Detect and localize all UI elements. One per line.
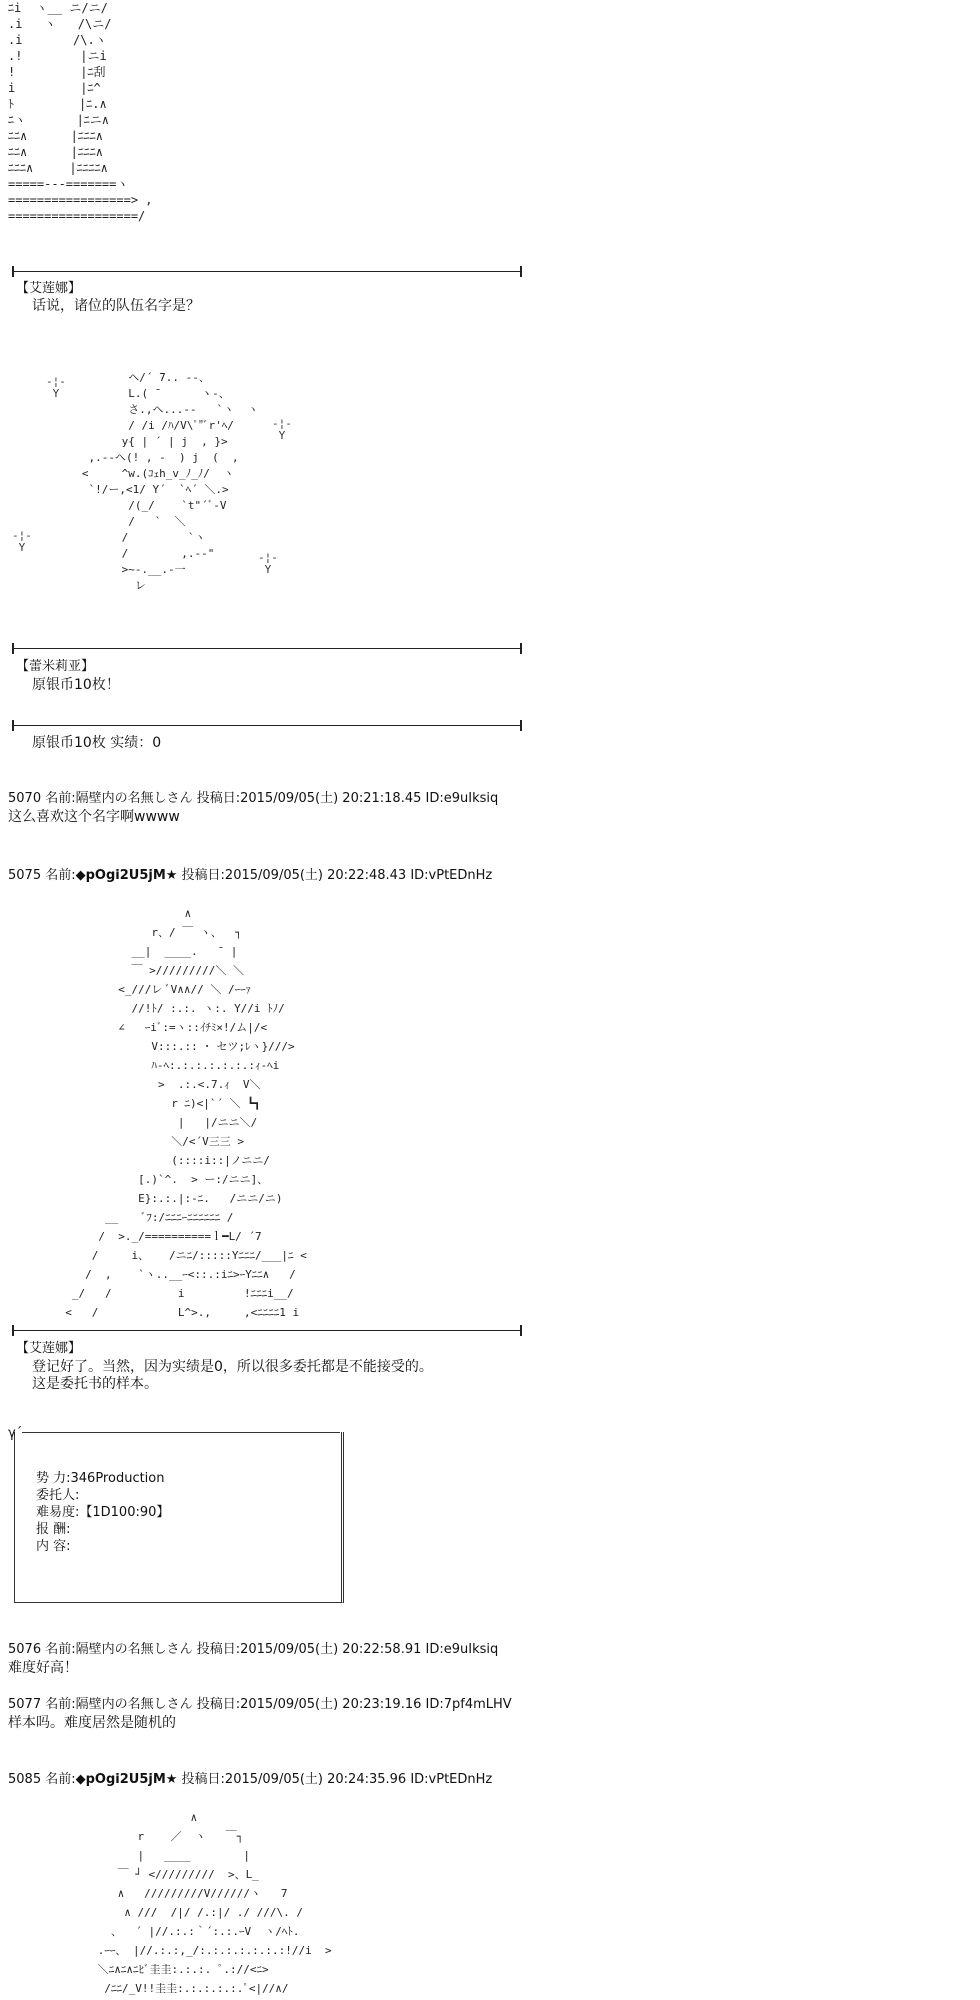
form-field-row: 难易度:【1D100:90】: [36, 1505, 170, 1520]
post-header: [8, 868, 492, 884]
divider-end-left: [12, 1325, 14, 1336]
divider-end-right: [520, 1325, 522, 1336]
divider-end-right: [520, 720, 522, 731]
poster-trip: ◆pOgi2U5jM★: [75, 1772, 178, 1787]
post-header: [8, 1772, 492, 1788]
top-ascii-art: ﾆi ヽ__ ニ/ニ/ .i ヽ /\ニ/ .i /\.ヽ .! |ニi ! |ﾆ刮 i |ﾆ^ ﾄ |ﾆ.∧ ﾆヽ |ﾆニ∧ ﾆﾆ∧ |ﾆﾆﾆ∧ ﾆﾆ∧ |ﾆﾆﾆ∧ ﾆﾆﾆ∧ |ﾆﾆﾆﾆ∧ =====---=======ヽ =================> , ==================/: [8, 1, 153, 223]
poster-trip: ◆pOgi2U5jM★: [75, 868, 178, 883]
section-divider: [12, 271, 522, 272]
section-divider: [12, 648, 522, 649]
bottom-ascii-art: ∧ r ／ ヽ ￣┐ | ____ | ￣ ┘ <///////// >、L_ ∧ /////////V//////ヽ 7 ∧ /// /|/ /.:|/ ./ ///\. / 、 ´ |//.:.:｀´:.:.ｰV ヽ/ﾍﾄ. .ｰｰ、 |//.:.:,_/:.:.:.:.:.:.:!//i > ＼ﾆ∧ﾆ∧ﾆﾋﾞ圭圭:.:.:. ﾟ.://<ﾆ> /ﾆﾆ/_V!!圭圭:.:.:.:.:.ﾟ<|//∧/: [97, 1811, 332, 1995]
post-number: 5075 名前:: [8, 868, 76, 883]
dialogue-line: 话说，诸位的队伍名字是？: [32, 298, 200, 314]
speaker-name: 【艾莲娜】: [16, 281, 82, 296]
form-field-row: 内 容:: [36, 1539, 71, 1554]
section-divider: [12, 1330, 522, 1331]
post-meta: 投稿日:2015/09/05(土) 20:22:48.43 ID:vPtEDnHz: [177, 868, 493, 883]
divider-end-right: [520, 643, 522, 654]
divider-end-left: [12, 266, 14, 277]
dialogue-line: 原银币10枚！: [32, 677, 120, 693]
speaker-name: 【蕾米莉亚】: [16, 659, 95, 674]
dialogue-line: 这是委托书的样本。: [32, 1376, 158, 1392]
post-body: 难度好高！: [8, 1660, 78, 1676]
post-number: 5085 名前:: [8, 1772, 76, 1787]
dialogue-line: 登记好了。当然，因为实绩是0，所以很多委托都是不能接受的。: [32, 1359, 433, 1375]
post-body: 样本吗。难度居然是随机的: [8, 1715, 176, 1731]
status-line: 原银币10枚 实绩：0: [32, 735, 162, 751]
sparkle-star-2: -¦- Y: [272, 417, 292, 442]
knight-ascii-art: ∧ r、/ ￣ ヽ、 ┐ __| ____. ̄ | ￣ >/////////＼ ＼ <_///レ ﾞV∧∧// ＼ /ｰｰｧ //!ﾄ/ :.:. ヽ:. Y//i ﾄﾉ/ ∠ ｰiﾞ:=ヽ::ｲﾁﾐ×!/ム|/< V:::.:: ･ セツ;ﾚヽ}///> ﾊ-ﾍ:.:.:.:.:.:.:ｨ-ﾍi > .:.<.7.ｨ V＼ r ﾆ)<|`´ ＼ ┗┓ | |/ニニ＼/ ＼/<´V三三 > (::::i::|ノニニ/ [.)`^. > ー:/ニニ]、 E}:.:.|:-ﾆ. /ニニ/ニ) __ ﾞﾌ:/ﾆﾆﾆｰﾆﾆﾆﾆﾆﾆ / / >._/==========ｌ━L/ ´7 / i、 /ニﾆ/:::::Yﾆﾆﾆ/___|ﾆ < / , `ヽ..__ｰ<::.:iﾆ>ｰYﾆﾆ∧ / _/ / i !ﾆﾆﾆi__/ < / L^>., ,<ﾆﾆﾆﾆ1 i: [65, 907, 307, 1319]
character-ascii-art: ヘ/´ ̄7.. --、 L.( ̄ ヽ-、 さ.,ヘ...-‐ `ヽ ヽ / /i /ﾊ/V\ﾟ"ﾞr'ﾍ/ y{ | ´ | j , }> ,.-‐ヘ(! , - ) j ( , < ^w.(ｺｪh_v_ﾉ_ﾉ/ ヽ `!/ー,<1/ Y´ `ﾍ´ ＼.> /(_/ `t"´ﾞ-V / ` ＼ / `ヽ / ,.-‐" >~-.__.-一 レ: [81, 371, 259, 592]
post-header: 5077 名前:隔壁内の名無しさん 投稿日:2015/09/05(土) 20:23:19.16 ID:7pf4mLHV: [8, 1697, 512, 1712]
section-divider: [12, 725, 522, 726]
divider-end-left: [12, 720, 14, 731]
post-header: 5076 名前:隔壁内の名無しさん 投稿日:2015/09/05(土) 20:22:58.91 ID:e9uIksiq: [8, 1642, 499, 1657]
sparkle-star-3: -¦- Y: [12, 529, 32, 554]
post-body: 这么喜欢这个名字啊wwww: [8, 809, 180, 825]
form-corner: γ´: [8, 1426, 23, 1441]
form-field-row: 势 力:346Production: [36, 1471, 165, 1486]
post-header: 5070 名前:隔壁内の名無しさん 投稿日:2015/09/05(土) 20:21:18.45 ID:e9uIksiq: [8, 791, 499, 806]
post-meta: 投稿日:2015/09/05(土) 20:24:35.96 ID:vPtEDnHz: [177, 1772, 493, 1787]
speaker-name: 【艾莲娜】: [16, 1341, 82, 1356]
form-field-row: 委托人:: [36, 1488, 80, 1503]
sparkle-star-1: -¦- Y: [46, 375, 66, 400]
divider-end-left: [12, 643, 14, 654]
sparkle-star-4: -¦- Y: [258, 551, 278, 576]
form-field-row: 报 酬:: [36, 1522, 71, 1537]
divider-end-right: [520, 266, 522, 277]
